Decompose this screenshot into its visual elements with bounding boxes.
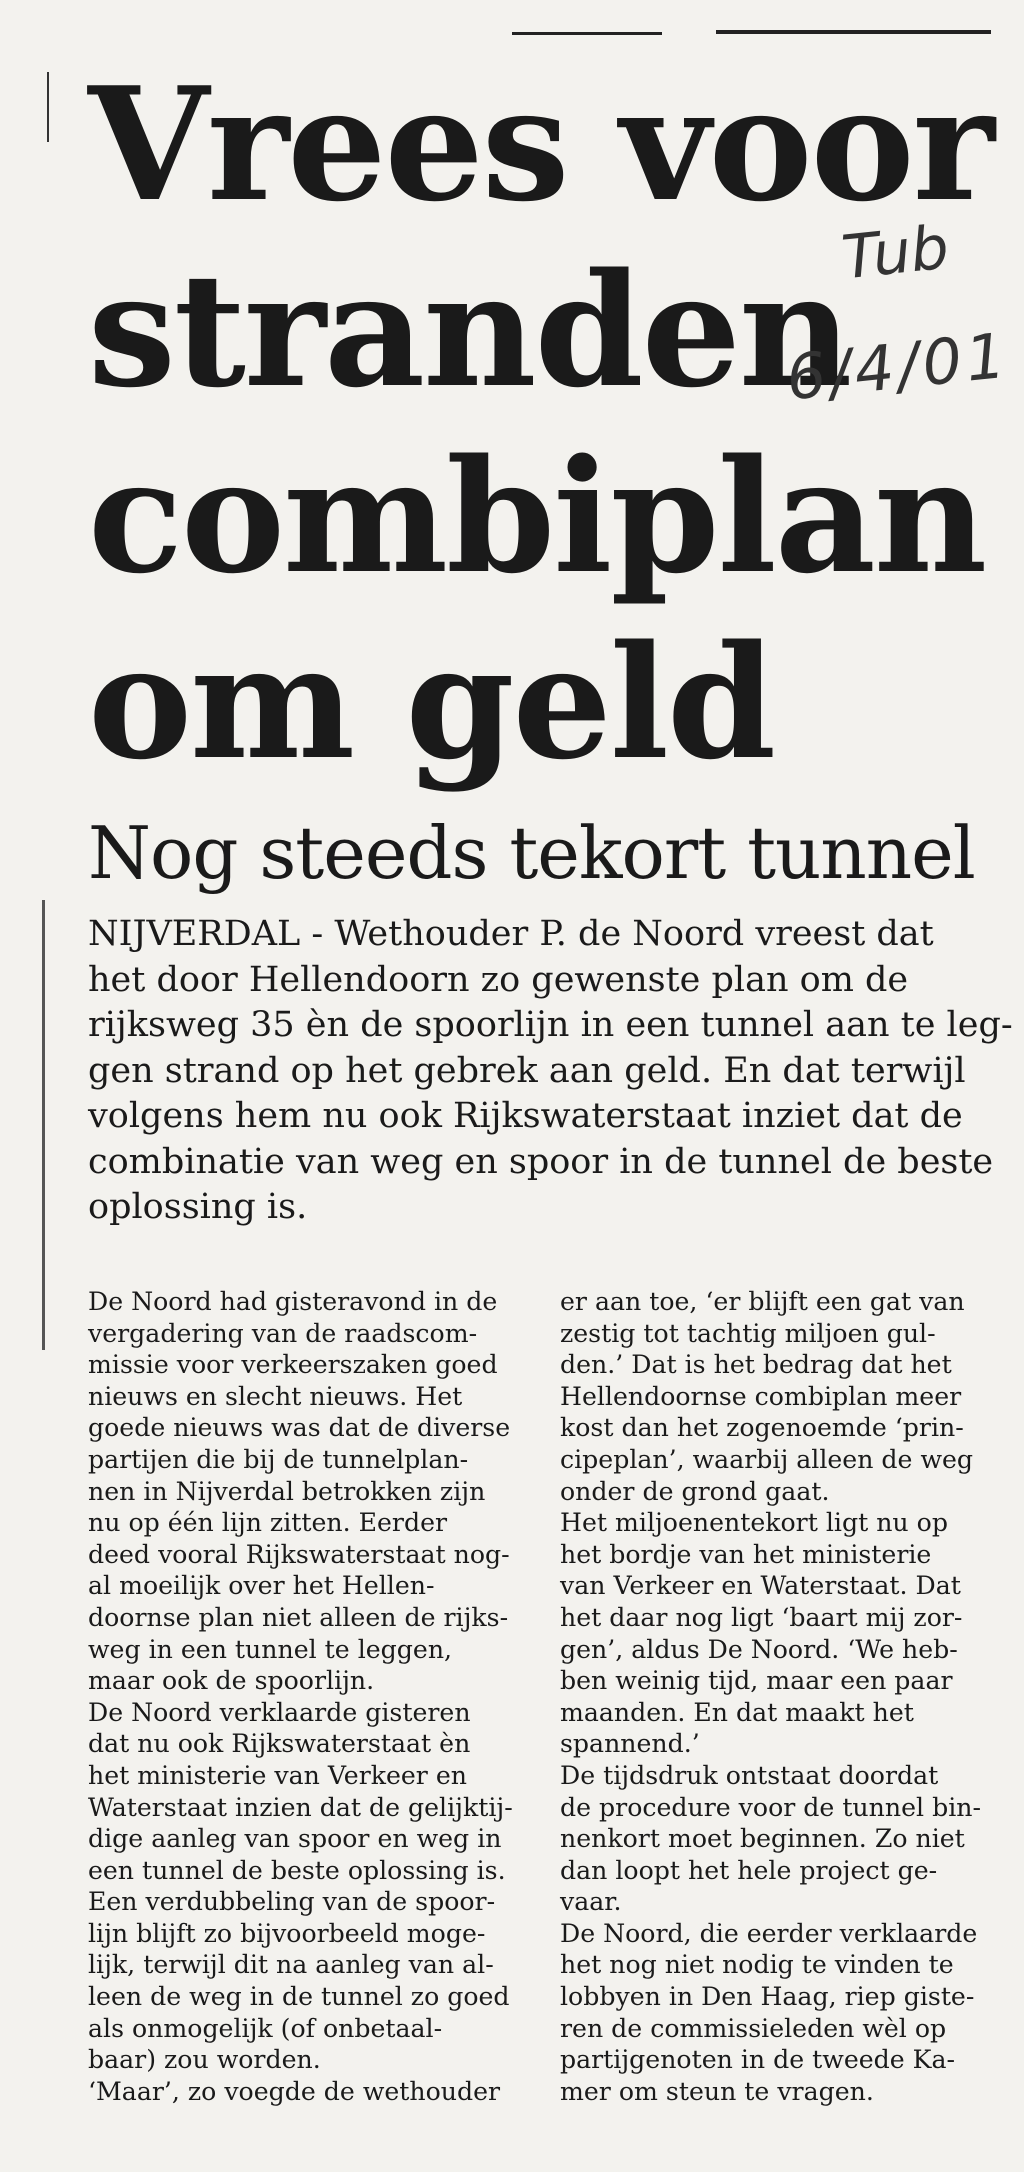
body-line: kost dan het zogenoemde ‘prin-	[560, 1413, 964, 1443]
body-line: partijen die bij de tunnelplan-	[88, 1444, 469, 1474]
lead-line: gen strand op het gebrek aan geld. En dat terwijl	[88, 1050, 966, 1091]
body-line: De Noord, die eerder verklaarde	[560, 1918, 978, 1948]
body-line: zestig tot tachtig miljoen gul-	[560, 1318, 936, 1348]
body-line: al moeilijk over het Hellen-	[88, 1571, 435, 1601]
body-line: dan loopt het hele project ge-	[560, 1855, 938, 1885]
body-column-left	[88, 1286, 528, 2107]
body-line: dat nu ook Rijkswaterstaat èn	[88, 1729, 471, 1759]
body-line: De tijdsdruk ontstaat doordat	[560, 1760, 939, 1790]
body-line: vaar.	[560, 1887, 622, 1917]
body-line: De Noord had gisteravond in de	[88, 1287, 498, 1316]
body-line: Hellendoornse combiplan meer	[560, 1381, 962, 1411]
headline-line: combiplan	[88, 425, 986, 608]
lead-line: het door Hellendoorn zo gewenste plan om de	[88, 959, 909, 1000]
body-line: dige aanleg van spoor en weg in	[88, 1824, 502, 1854]
body-line: weg in een tunnel te leggen,	[88, 1634, 453, 1664]
body-line: De Noord verklaarde gisteren	[88, 1697, 471, 1727]
body-line: gen’, aldus De Noord. ‘We heb-	[560, 1634, 958, 1664]
body-line: cipeplan’, waarbij alleen de weg	[560, 1444, 974, 1474]
handwritten-source-note: Tub	[838, 212, 953, 294]
lead-line: rijksweg 35 èn de spoorlijn in een tunnel aan te leg-	[88, 1005, 1013, 1045]
lead-paragraph	[88, 912, 1013, 1231]
body-line: Het miljoenentekort ligt nu op	[560, 1508, 948, 1538]
body-line: mer om steun te vragen.	[560, 2076, 874, 2106]
lead-line: volgens hem nu ook Rijkswaterstaat inziet dat de	[88, 1096, 963, 1136]
body-line: het bordje van het ministerie	[560, 1539, 932, 1569]
body-line: spannend.’	[560, 1729, 700, 1759]
body-line: lobbyen in Den Haag, riep giste-	[560, 1982, 975, 2012]
body-line: nen in Nijverdal betrokken zijn	[88, 1476, 486, 1506]
headline-line: stranden	[88, 239, 851, 422]
body-line: maar ook de spoorlijn.	[88, 1666, 375, 1696]
body-line: lijn blijft zo bijvoorbeeld moge-	[88, 1918, 486, 1948]
top-rule-short	[512, 32, 662, 35]
body-line: Waterstaat inzien dat de gelijktij-	[88, 1792, 513, 1822]
body-line: als onmogelijk (of onbetaal-	[88, 2013, 443, 2043]
body-line: ben weinig tijd, maar een paar	[560, 1666, 953, 1696]
body-line: doornse plan niet alleen de rijks-	[88, 1602, 509, 1632]
body-line: ren de commissieleden wèl op	[560, 2013, 947, 2043]
lead-line: oplossing is.	[88, 1187, 308, 1227]
body-line: maanden. En dat maakt het	[560, 1697, 914, 1727]
lead-line: NIJVERDAL - Wethouder P. de Noord vreest dat	[88, 914, 934, 954]
headline	[88, 52, 993, 796]
margin-mark	[42, 900, 45, 1350]
body-line: missie voor verkeerszaken goed	[88, 1350, 498, 1380]
body-line: Een verdubbeling van de spoor-	[88, 1887, 496, 1917]
body-line: het nog niet nodig te vinden te	[560, 1950, 954, 1980]
handwritten-date-note: 6/4/01	[782, 318, 1013, 415]
body-line: het daar nog ligt ‘baart mij zor-	[560, 1602, 963, 1632]
body-line: lijk, terwijl dit na aanleg van al-	[88, 1950, 494, 1980]
body-line: nenkort moet beginnen. Zo niet	[560, 1824, 965, 1854]
body-line: den.’ Dat is het bedrag dat het	[560, 1350, 952, 1380]
lead-line: combinatie van weg en spoor in de tunnel de beste	[88, 1141, 994, 1182]
margin-mark	[47, 72, 49, 142]
body-column-right	[560, 1286, 1000, 2107]
body-line: partijgenoten in de tweede Ka-	[560, 2045, 956, 2075]
top-rule-long	[716, 30, 991, 34]
headline-line: Vrees voor	[88, 53, 993, 236]
headline-line: om geld	[88, 611, 775, 794]
body-line: nieuws en slecht nieuws. Het	[88, 1381, 463, 1411]
body-line: leen de weg in de tunnel zo goed	[88, 1982, 510, 2012]
body-line: de procedure voor de tunnel bin-	[560, 1792, 981, 1822]
body-line: ‘Maar’, zo voegde de wethouder	[88, 2076, 501, 2106]
body-line: van Verkeer en Waterstaat. Dat	[560, 1571, 961, 1601]
body-line: onder de grond gaat.	[560, 1476, 830, 1506]
body-line: er aan toe, ‘er blijft een gat van	[560, 1287, 965, 1316]
subheadline: Nog steeds tekort tunnel	[88, 811, 975, 895]
body-line: een tunnel de beste oplossing is.	[88, 1855, 506, 1885]
body-line: het ministerie van Verkeer en	[88, 1760, 467, 1790]
body-line: baar) zou worden.	[88, 2045, 321, 2075]
body-line: goede nieuws was dat de diverse	[88, 1413, 511, 1443]
body-line: nu op één lijn zitten. Eerder	[88, 1508, 448, 1538]
body-line: vergadering van de raadscom-	[88, 1318, 478, 1348]
body-line: deed vooral Rijkswaterstaat nog-	[88, 1539, 510, 1569]
